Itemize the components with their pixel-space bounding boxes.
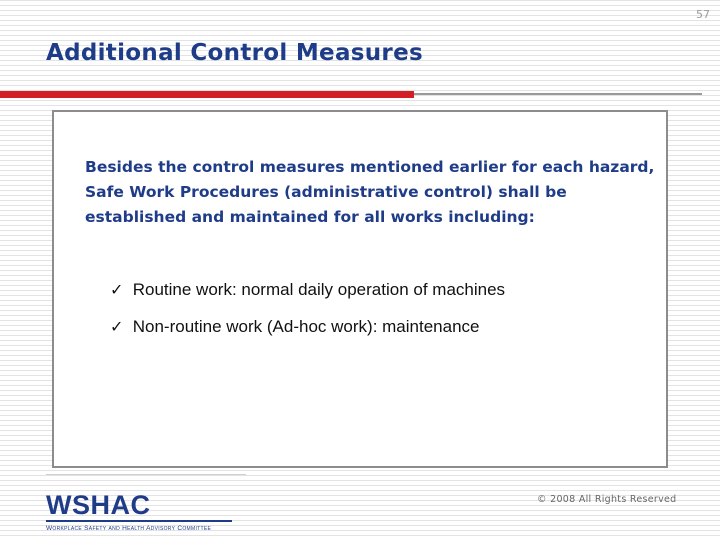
checkmark-icon: ✓: [110, 319, 124, 336]
bullet-list: [110, 280, 505, 354]
title-underline-gray: [414, 93, 702, 95]
logo-rule: [46, 520, 232, 522]
wshac-logo: [46, 490, 232, 532]
content-box: [52, 110, 668, 468]
intro-paragraph: Besides the control measures mentioned earlier for each hazard, Safe Work Procedures (administrative control) shall be established and maintained for all works including:: [85, 158, 655, 226]
bullet-item: [110, 280, 505, 301]
page-number: 57: [696, 8, 710, 21]
bullet-item: [110, 317, 505, 338]
checkmark-icon: ✓: [110, 282, 124, 299]
copyright-notice: © 2008 All Rights Reserved: [537, 494, 677, 505]
bullet-text: Non-routine work (Ad-hoc work): maintenance: [132, 317, 480, 336]
slide-title: Additional Control Measures: [46, 40, 423, 66]
title-underline-red: [0, 91, 414, 98]
logo-subtext: Workplace Safety and Health Advisory Committee: [46, 525, 212, 532]
footer-divider: [46, 474, 246, 475]
bullet-text: Routine work: normal daily operation of machines: [132, 280, 506, 299]
logo-text: WSHAC: [46, 490, 151, 520]
